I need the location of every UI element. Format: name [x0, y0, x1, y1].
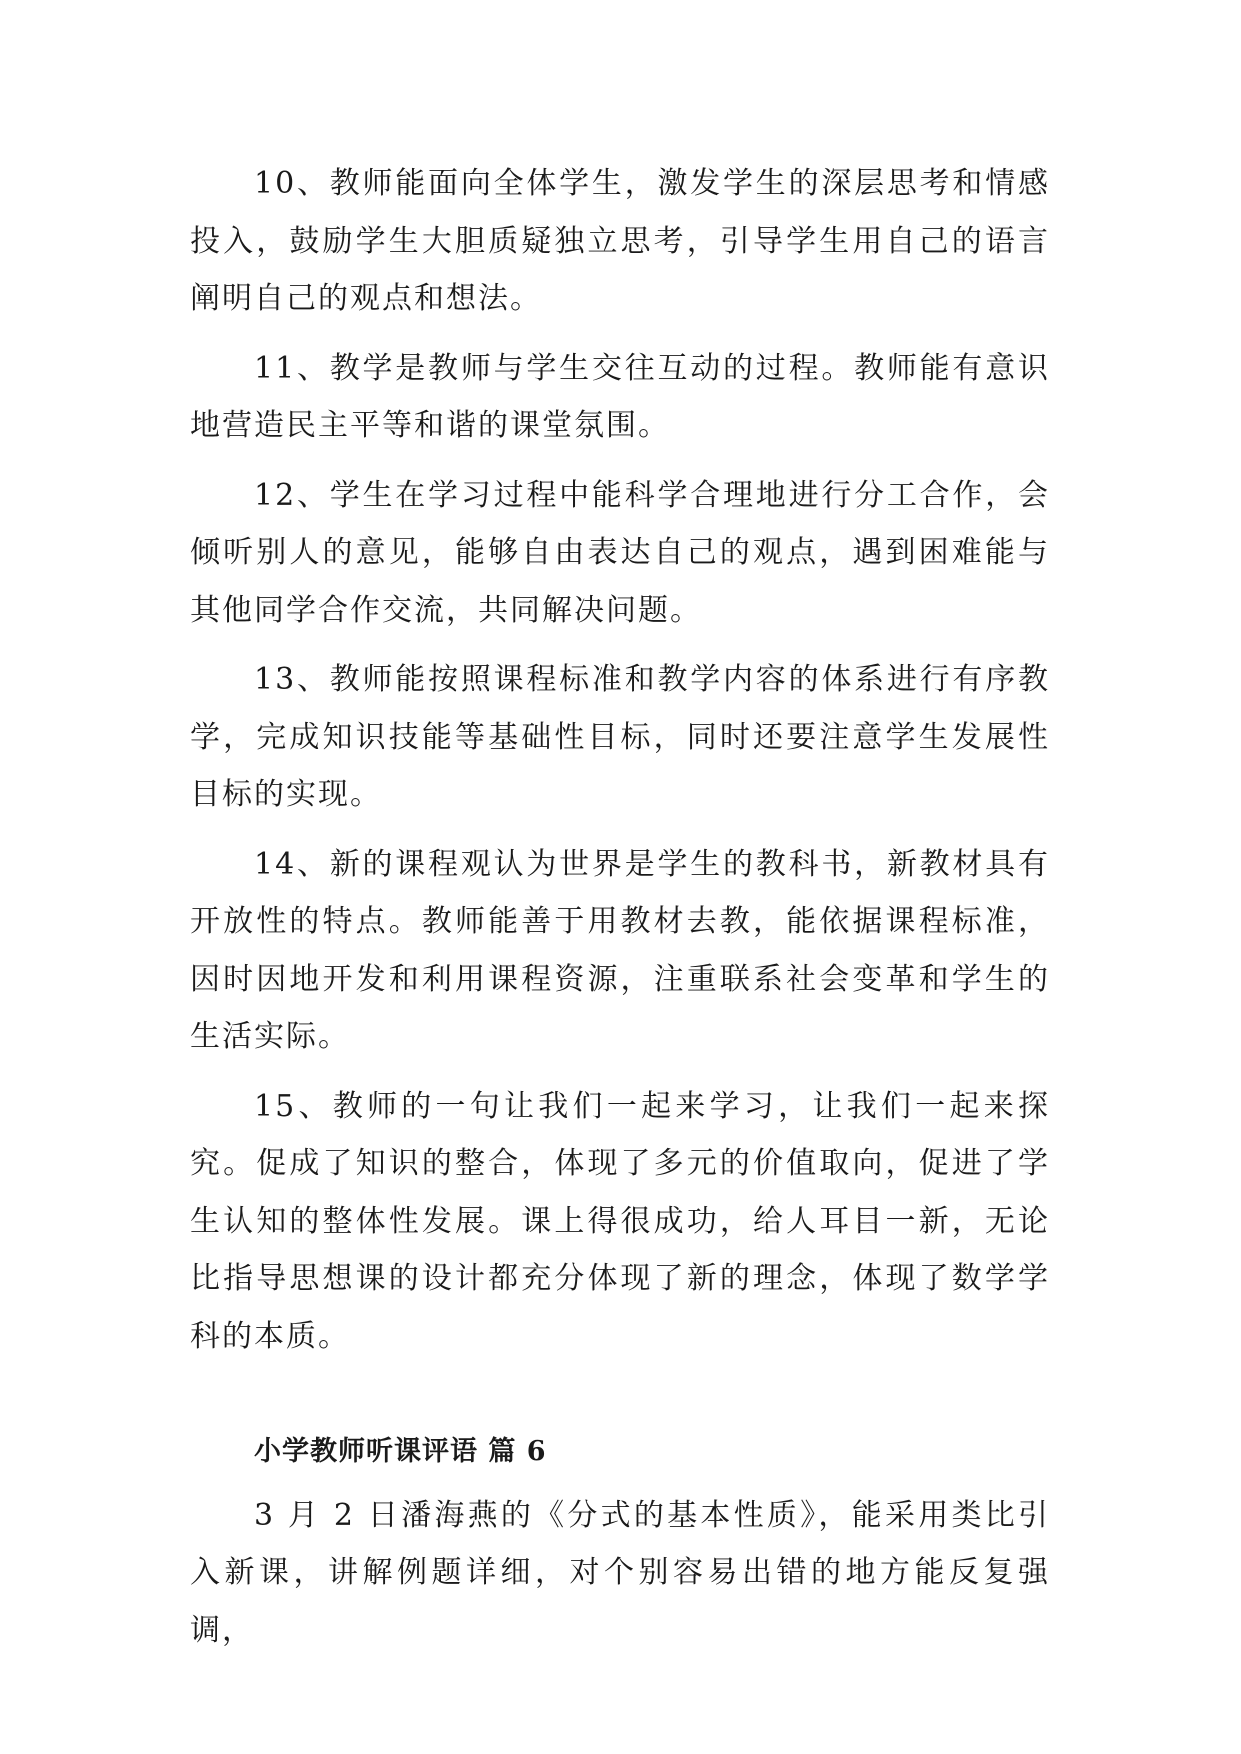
paragraph-item-10: 10、教师能面向全体学生，激发学生的深层思考和情感投入，鼓励学生大胆质疑独立思考，引导学生用自己的语言阐明自己的观点和想法。	[190, 166, 1050, 316]
paragraph-item-11: 11、教学是教师与学生交往互动的过程。教师能有意识地营造民主平等和谐的课堂氛围。	[190, 350, 1050, 443]
paragraph-review-intro: 3 月 2 日潘海燕的《分式的基本性质》，能采用类比引入新课，讲解例题详细，对个别容易出错的地方能反复强调，	[190, 1497, 1050, 1648]
paragraph-item-12: 12、学生在学习过程中能科学合理地进行分工合作，会倾听别人的意见，能够自由表达自己的观点，遇到困难能与其他同学合作交流，共同解决问题。	[190, 477, 1050, 628]
paragraph-item-15: 15、教师的一句让我们一起来学习，让我们一起来探究。促成了知识的整合，体现了多元的价值取向，促进了学生认知的整体性发展。课上得很成功，给人耳目一新，无论比指导思想课的设计都充分体现了新的理念，体现了数学学科的本质。	[190, 1088, 1050, 1354]
paragraph-item-14: 14、新的课程观认为世界是学生的教科书，新教材具有开放性的特点。教师能善于用教材去教，能依据课程标准，因时因地开发和利用课程资源，注重联系社会变革和学生的生活实际。	[190, 846, 1050, 1054]
paragraph-item-13: 13、教师能按照课程标准和教学内容的体系进行有序教学，完成知识技能等基础性目标，同时还要注意学生发展性目标的实现。	[190, 662, 1050, 812]
section-title: 小学教师听课评语 篇 6	[254, 1436, 547, 1467]
document-body	[190, 155, 1050, 1659]
